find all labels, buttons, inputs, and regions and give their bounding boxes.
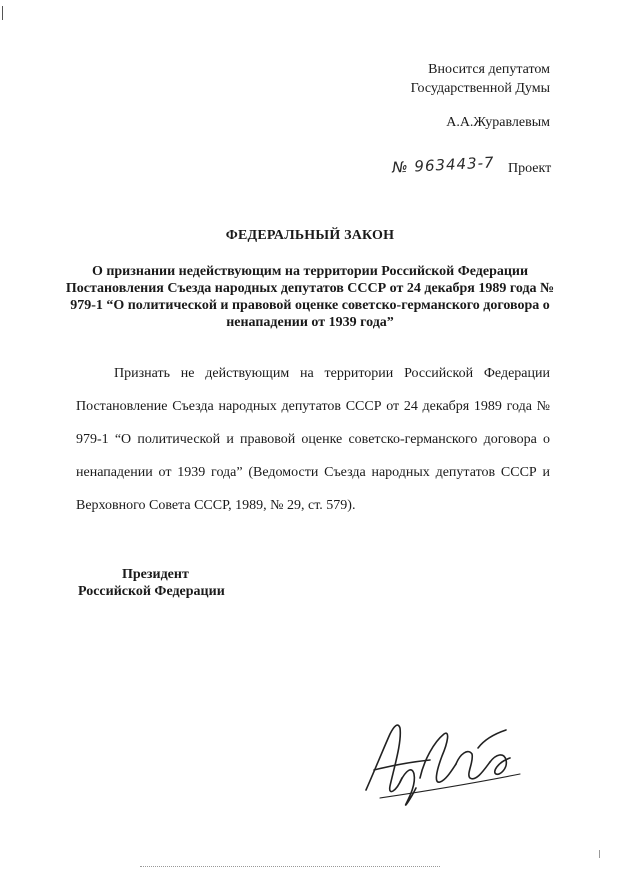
deputy-name: А.А.Журавлевым [446,115,550,130]
scan-artifact-mark [2,6,7,20]
law-type-heading: ФЕДЕРАЛЬНЫЙ ЗАКОН [225,228,395,243]
scan-bottom-artifact [140,866,440,869]
signatory-title-line-2: Российской Федерации [78,584,225,599]
signatory-title [78,566,225,600]
draft-status-label: Проект [508,161,552,176]
submitter-line-2: Государственной Думы [410,81,550,96]
handwritten-signature-icon [360,712,530,812]
submitter-line-1: Вносится депутатом [428,62,550,77]
law-subject-heading: О признании недействующим на территории Российской Федерации Постановления Съезда народных депутатов СССР от 24 декабря 1989 года № 979-1 “О политической и правовой оценке советско-германского договора о ненападении от 1939 года” [65,264,555,330]
handwritten-registration-number: № 963443-7 [391,153,495,177]
submitter-block [411,60,550,132]
law-body-text: Признать не действующим на территории Российской Федерации Постановление Съезда народных депутатов СССР от 24 декабря 1989 года № 979-1 “О политической и правовой оценке советско-германского договора о ненападении от 1939 года” (Ведомости Съезда народных депутатов СССР и Верховного Совета СССР, 1989, № 29, ст. 579). [76,366,550,513]
scan-edge-artifact [599,850,600,858]
signatory-title-line-1: Президент [122,567,189,582]
